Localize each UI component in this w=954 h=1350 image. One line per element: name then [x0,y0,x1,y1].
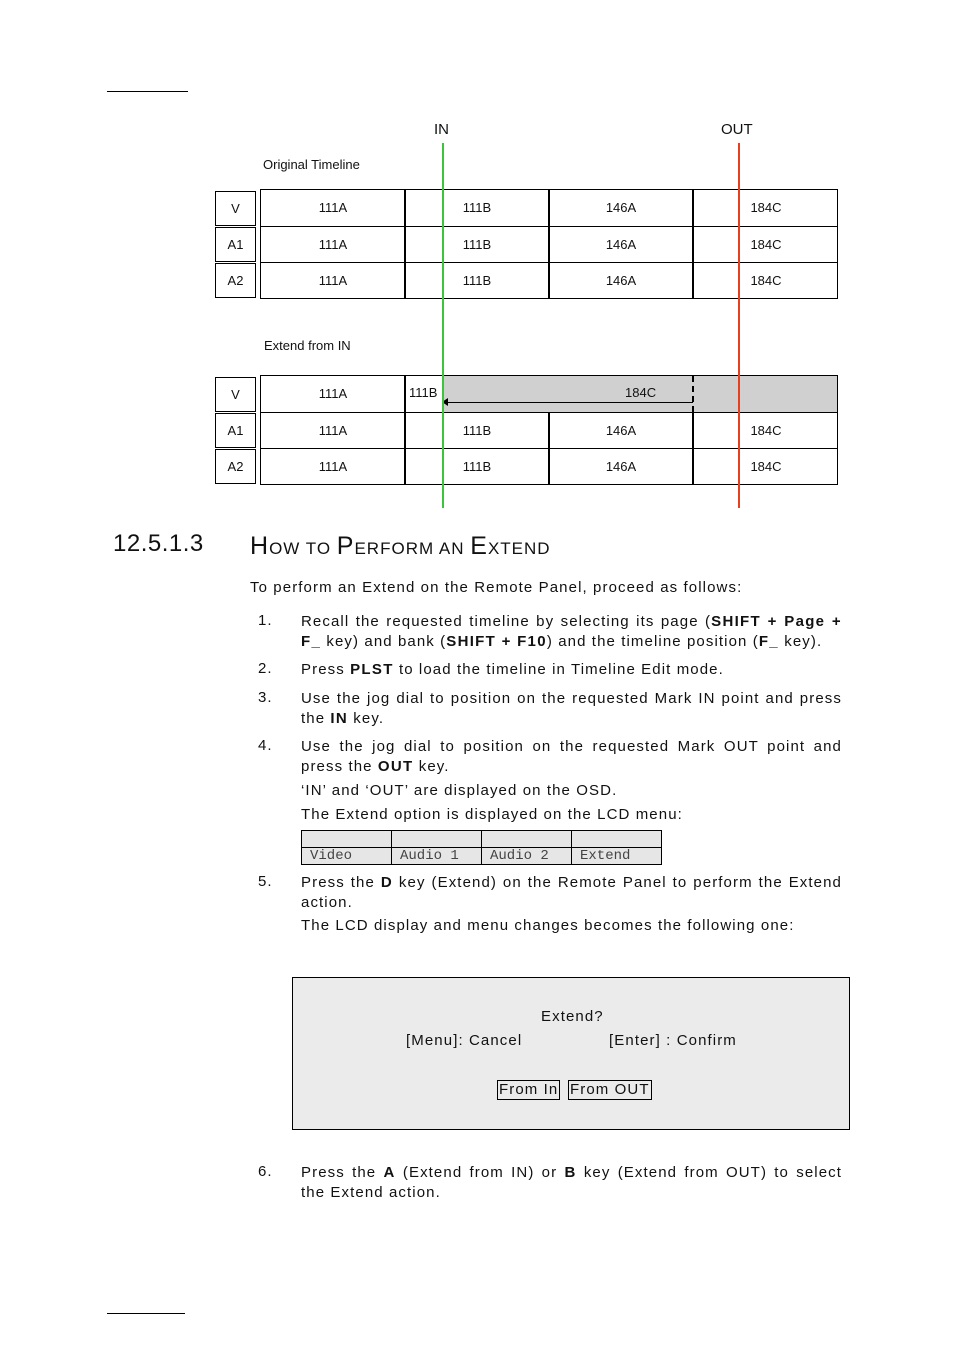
step-4: Use the jog dial to position on the requested Mark OUT point and press the OUT key. [301,738,842,775]
clip-label: 111A [318,272,348,288]
lcd-cell [392,831,482,848]
clip-label: 111B [462,236,492,252]
section-title [250,532,551,561]
clip-label: 146A [605,458,637,474]
clip-label: 184C [750,458,782,474]
step-number: 2. [258,660,273,677]
clip-label: 146A [605,422,637,438]
clip-label: 184C [750,422,782,438]
lcd-cell [302,831,392,848]
clip-label: 111B [462,272,492,288]
clip-label: 111B [409,385,438,400]
title-part: XTEND [487,539,551,558]
track-label-v: V [215,377,256,412]
title-part: H [250,532,270,560]
lcd-menu [301,830,662,865]
step-2: Press PLST to load the timeline in Timeline Edit mode. [301,661,724,678]
clip-label: 184C [750,272,782,288]
intro-text: To perform an Extend on the Remote Panel, proceed as follows: [250,579,743,596]
step-number: 4. [258,737,273,754]
track-label-a1: A1 [215,227,256,262]
step-number: 6. [258,1163,273,1180]
footer-rule [107,1313,185,1314]
track-label-a2: A2 [215,263,256,298]
osd-extend-dialog [292,977,850,1130]
step-1: Recall the requested timeline by selecting its page (SHIFT + Page + F_ key) and bank (SHIFT + F10) and the timeline position (F_ key). [301,613,842,650]
lcd-cell [482,831,572,848]
track-label-v: V [215,191,256,226]
step-number: 1. [258,612,273,629]
clip-label: 111A [318,422,348,438]
clip-label: 111A [318,236,348,252]
clip-label: 111A [318,200,348,215]
osd-confirm-hint: [Enter] : Confirm [609,1032,737,1049]
in-marker-label: IN [434,121,449,138]
extend-dashed-boundary [692,376,694,412]
in-marker-line [442,143,444,508]
step-number: 5. [258,873,273,890]
section-number: 12.5.1.3 [113,530,204,557]
clip-label: 111B [462,200,492,215]
lcd-menu-extend: Extend [572,848,662,865]
out-marker-line [738,143,740,508]
clip-label: 184C [625,385,657,400]
section-heading [113,530,551,560]
step-5-note: The LCD display and menu changes becomes the following one: [301,917,795,934]
clip-label: 111B [462,458,492,474]
clip-label: 146A [605,236,637,252]
title-part: E [470,532,488,560]
lcd-menu-audio-1: Audio 1 [392,848,482,865]
step-5: Press the D key (Extend) on the Remote Panel to perform the Extend action. [301,874,842,911]
title-part: ERFORM AN [354,539,471,558]
lcd-cell [572,831,662,848]
lcd-menu-video: Video [302,848,392,865]
step-6: Press the A (Extend from IN) or B key (Extend from OUT) to select the Extend action. [301,1164,843,1201]
extend-arrow-line [446,402,693,403]
step-number: 3. [258,689,273,706]
title-part: OW TO [269,539,337,558]
clip-label: 111A [318,386,348,401]
clip-label: 111A [318,458,348,474]
track-label-a2: A2 [215,449,256,484]
step-4-note: ‘IN’ and ‘OUT’ are displayed on the OSD. [301,782,618,799]
lcd-menu-audio-2: Audio 2 [482,848,572,865]
from-out-button[interactable]: From OUT [570,1081,650,1098]
step-3: Use the jog dial to position on the requested Mark IN point and press the IN key. [301,690,842,727]
step-4-note: The Extend option is displayed on the LCD menu: [301,806,683,823]
out-marker-label: OUT [721,121,753,138]
clip-label: 146A [605,272,637,288]
extend-timeline-title: Extend from IN [264,338,351,353]
clip-label: 184C [750,236,782,252]
clip-label: 146A [605,200,637,215]
from-in-button[interactable]: From In [499,1081,559,1098]
osd-question: Extend? [541,1008,604,1025]
clip-label: 111B [462,422,492,438]
header-rule [107,91,188,92]
osd-cancel-hint: [Menu]: Cancel [406,1032,523,1049]
title-part: P [336,532,355,560]
original-timeline-title: Original Timeline [263,157,360,172]
track-label-a1: A1 [215,413,256,448]
clip-label: 184C [750,200,782,215]
